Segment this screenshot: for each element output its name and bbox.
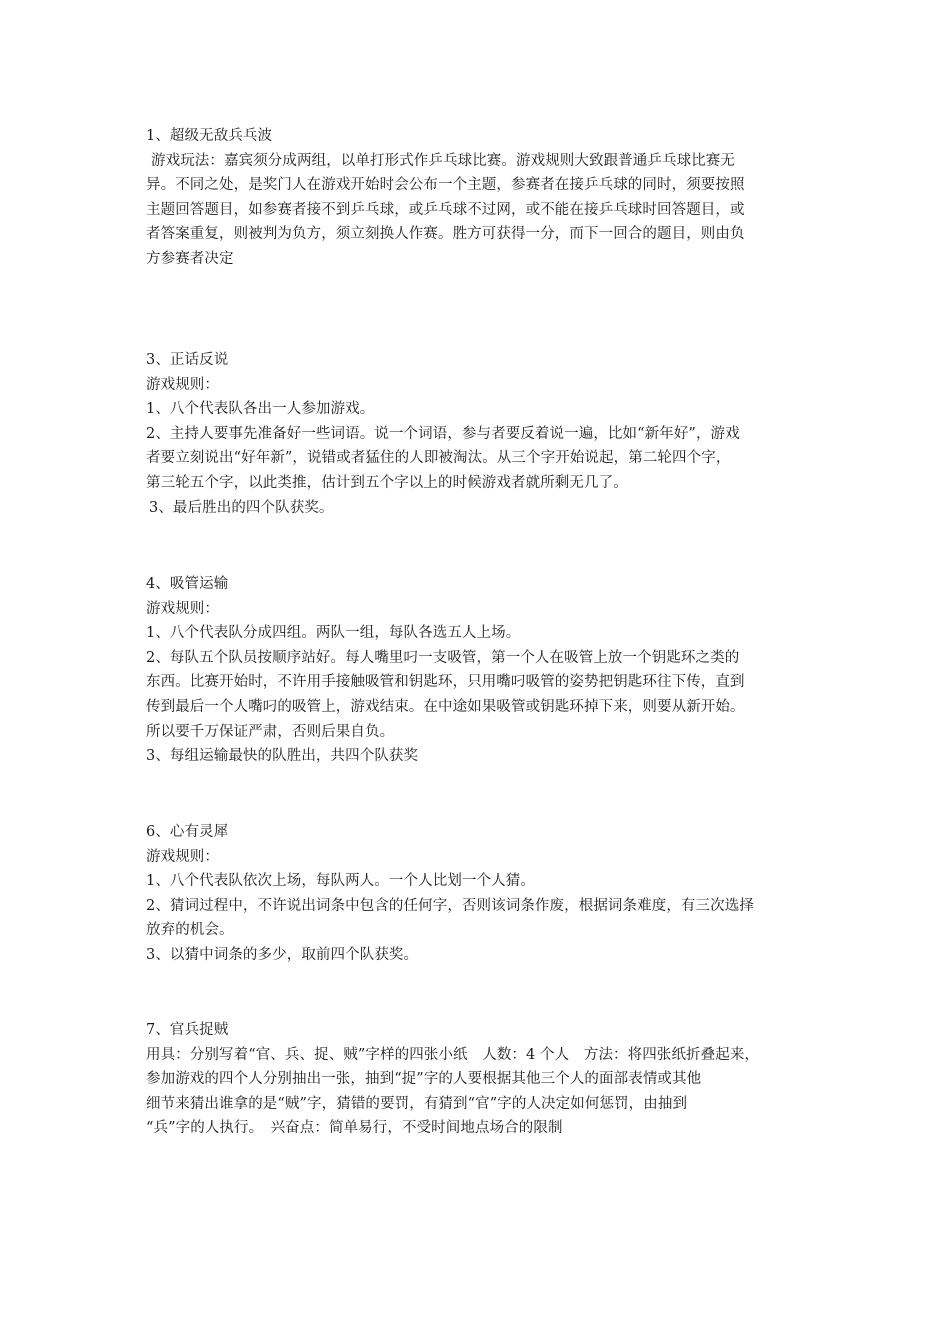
paragraph-line: 传到最后一个人嘴叼的吸管上，游戏结束。在中途如果吸管或钥匙环掉下来，则要从新开始。 bbox=[146, 698, 745, 715]
section-telepathy bbox=[146, 820, 814, 968]
paragraph-line: 放弃的机会。 bbox=[146, 922, 234, 939]
section-title: 1、超级无敌兵乓波 bbox=[146, 128, 273, 144]
section-cops-and-robbers bbox=[146, 1018, 814, 1141]
paragraph-line: 2、猜词过程中，不许说出词条中包含的任何字，否则该词条作废，根据词条难度，有三次选择 bbox=[146, 897, 754, 914]
paragraph-line: 细节来猜出谁拿的是“贼”字，猜错的要罚，有猜到“官”字的人决定如何惩罚，由抽到 bbox=[146, 1095, 688, 1112]
paragraph-line: 游戏规则： bbox=[146, 600, 219, 617]
paragraph-line: 2、每队五个队员按顺序站好。每人嘴里叼一支吸管，第一个人在吸管上放一个钥匙环之类的 bbox=[146, 649, 740, 666]
section-ping-pong bbox=[146, 124, 814, 272]
section-straw-relay bbox=[146, 572, 814, 769]
paragraph-line: 者要立刻说出“好年新”，说错或者猛住的人即被淘汰。从三个字开始说起，第二轮四个字， bbox=[146, 450, 731, 467]
paragraph-line: 游戏规则： bbox=[146, 376, 219, 393]
paragraph-line: 第三轮五个字，以此类推，估计到五个字以上的时候游戏者就所剩无几了。 bbox=[146, 474, 628, 491]
paragraph-line: 东西。比赛开始时，不许用手接触吸管和钥匙环，只用嘴叼吸管的姿势把钥匙环往下传，直到 bbox=[146, 674, 745, 691]
section-title: 3、正话反说 bbox=[146, 352, 229, 368]
paragraph-line: 所以要千万保证严肃，否则后果自负。 bbox=[146, 723, 395, 740]
section-reverse-speech bbox=[146, 348, 814, 520]
paragraph-line: 参加游戏的四个人分别抽出一张，抽到“捉”字的人要根据其他三个人的面部表情或其他 bbox=[146, 1071, 702, 1088]
paragraph-line: 2、主持人要事先准备好一些词语。说一个词语，参与者要反着说一遍，比如“新年好”，游戏 bbox=[146, 425, 740, 442]
paragraph-line: 者答案重复，则被判为负方，须立刻换人作赛。胜方可获得一分，而下一回合的题目，则由负 bbox=[146, 226, 745, 243]
paragraph-line: 用具：分别写着“官、兵、捉、贼”字样的四张小纸 人数：4 个人 方法：将四张纸折叠起来， bbox=[146, 1046, 760, 1063]
paragraph-line: 3、最后胜出的四个队获奖。 bbox=[149, 499, 334, 516]
paragraph-line: 异。不同之处，是奖门人在游戏开始时会公布一个主题，参赛者在接乒乓球的同时，须要按照 bbox=[146, 177, 745, 194]
paragraph-line: 1、八个代表队各出一人参加游戏。 bbox=[146, 401, 375, 418]
paragraph-line: 游戏规则： bbox=[146, 848, 219, 865]
paragraph-line: 游戏玩法：嘉宾须分成两组，以单打形式作乒乓球比赛。游戏规则大致跟普通乒乓球比赛无 bbox=[151, 152, 735, 169]
paragraph-line: 主题回答题目，如参赛者接不到乒乓球，或乒乓球不过网，或不能在接乒乓球时回答题目，或 bbox=[146, 201, 745, 218]
section-title: 4、吸管运输 bbox=[146, 576, 229, 592]
section-title: 7、官兵捉贼 bbox=[146, 1022, 229, 1038]
paragraph-line: “兵”字的人执行。 兴奋点：简单易行，不受时间地点场合的限制 bbox=[146, 1120, 563, 1137]
paragraph-line: 1、八个代表队分成四组。两队一组，每队各选五人上场。 bbox=[146, 625, 521, 642]
paragraph-line: 方参赛者决定 bbox=[146, 250, 234, 267]
paragraph-line: 3、以猜中词条的多少，取前四个队获奖。 bbox=[146, 946, 419, 963]
paragraph-line: 3、每组运输最快的队胜出，共四个队获奖 bbox=[146, 748, 419, 765]
paragraph-line: 1、八个代表队依次上场，每队两人。一个人比划一个人猜。 bbox=[146, 873, 535, 890]
section-title: 6、心有灵犀 bbox=[146, 824, 229, 840]
